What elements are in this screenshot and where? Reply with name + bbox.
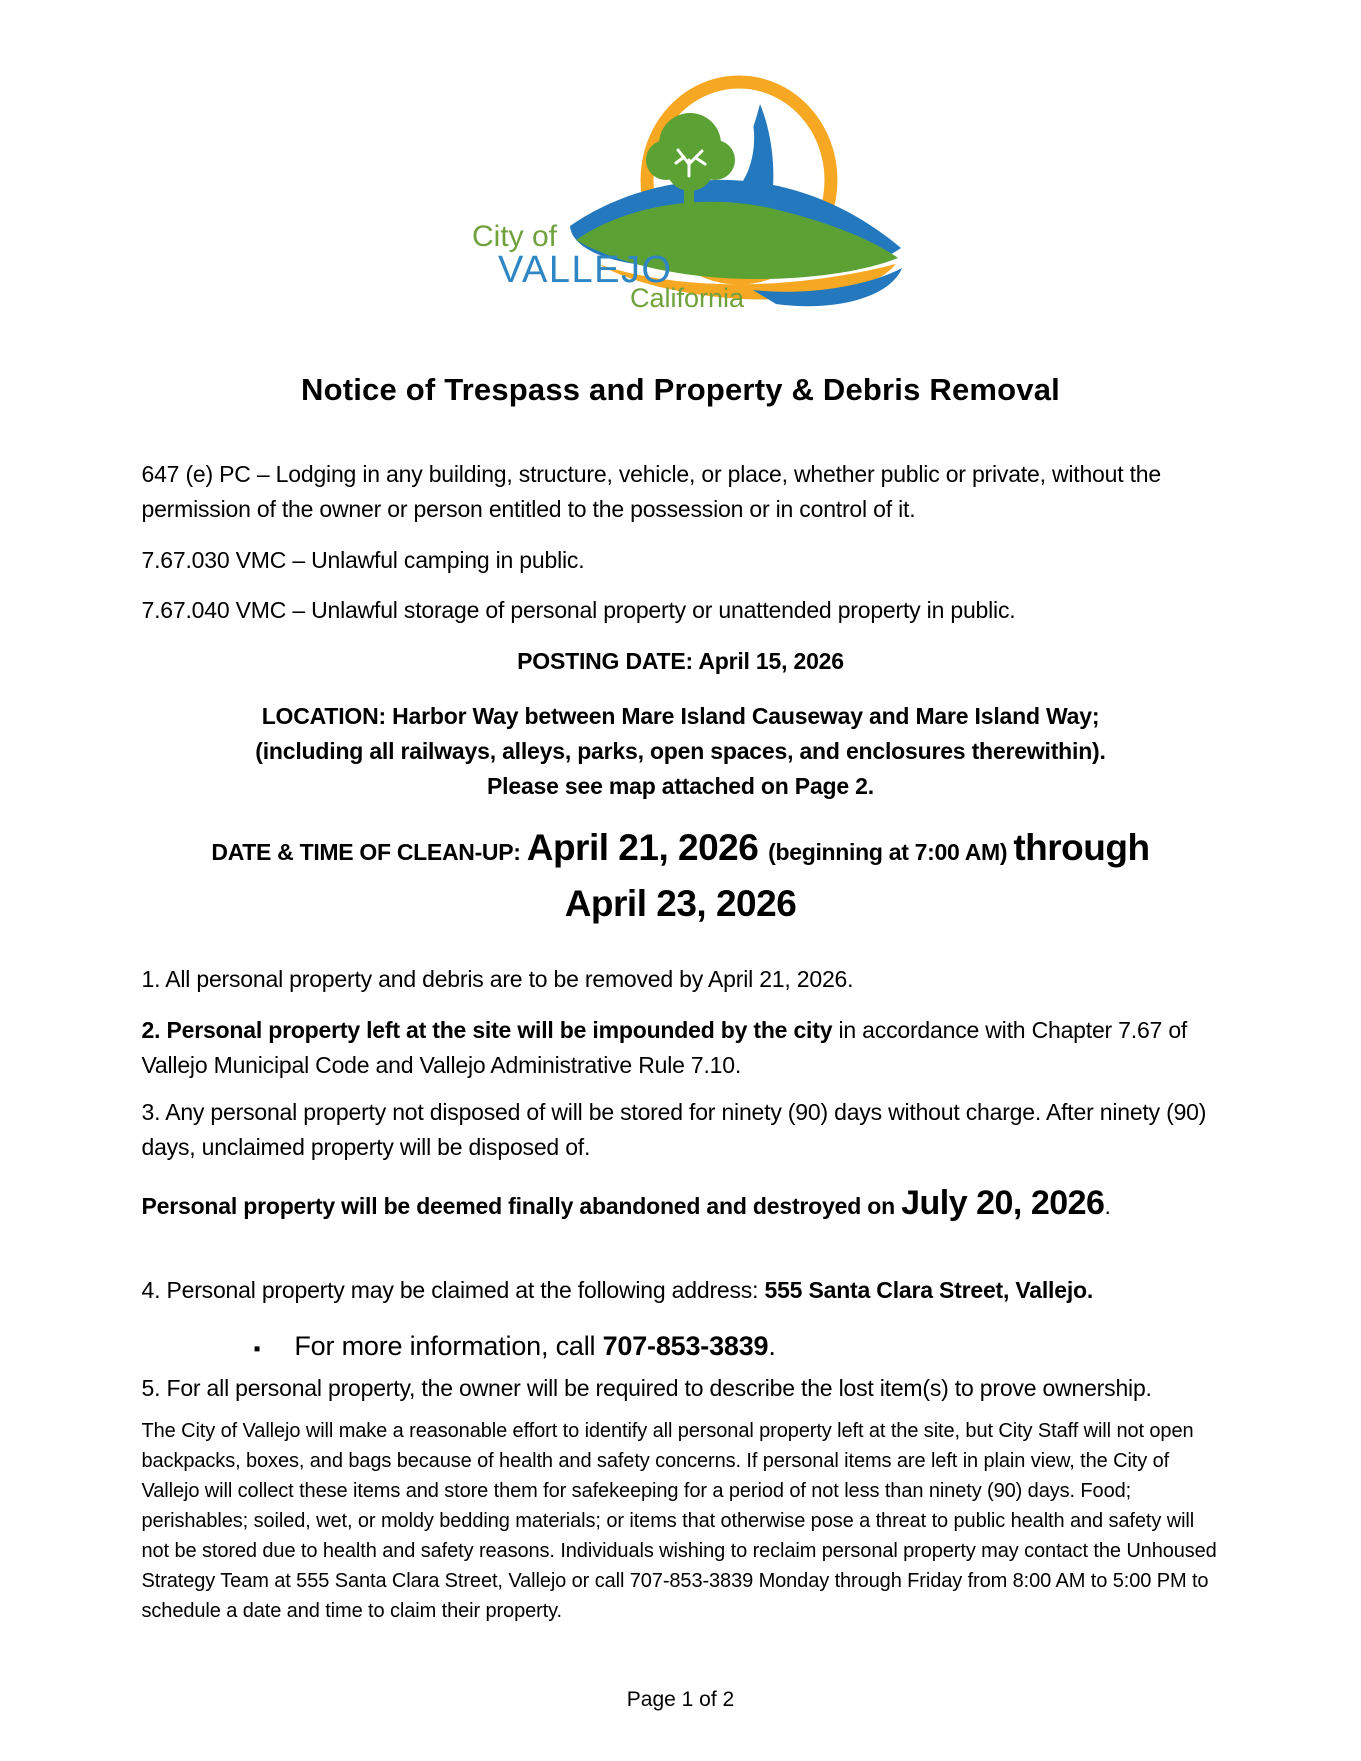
list-item-2-bold: 2. Personal property left at the site will be impounded by the city bbox=[141, 1016, 833, 1043]
cleanup-heading-line-1 bbox=[142, 824, 1220, 880]
cleanup-heading bbox=[142, 824, 1220, 936]
cleanup-heading-line-2 bbox=[142, 880, 1220, 936]
abandonment-notice bbox=[142, 1181, 1220, 1228]
list-item-4-text: 4. Personal property may be claimed at the following address: bbox=[141, 1276, 765, 1303]
city-of-vallejo-logo-icon bbox=[458, 68, 903, 308]
more-info-text bbox=[294, 1326, 775, 1366]
logo-california-text: California bbox=[630, 283, 745, 308]
cleanup-label: DATE & TIME OF CLEAN-UP: bbox=[211, 838, 527, 865]
location-line-1: LOCATION: Harbor Way between Mare Island Causeway and Mare Island Way; bbox=[261, 702, 1100, 729]
page-title: Notice of Trespass and Property & Debris Removal bbox=[300, 372, 1060, 407]
square-bullet-icon: ▪ bbox=[253, 1337, 261, 1360]
logo-vallejo-text: VALLEJO bbox=[498, 249, 673, 291]
more-info-period: . bbox=[768, 1330, 776, 1361]
code-citation-vmc-040: 7.67.040 VMC – Unlawful storage of personal property or unattended property in public. bbox=[141, 596, 1016, 623]
list-item-3: 3. Any personal property not disposed of will be stored for ninety (90) days without charge. After ninety (90) days, unclaimed property will be disposed of. bbox=[141, 1098, 1207, 1160]
claim-address: 555 Santa Clara Street, Vallejo. bbox=[764, 1276, 1094, 1303]
page-footer: Page 1 of 2 bbox=[626, 1687, 735, 1711]
code-citation-vmc-030: 7.67.030 VMC – Unlawful camping in public. bbox=[141, 546, 585, 573]
more-info-call-text: For more information, call bbox=[294, 1330, 603, 1361]
list-item-1: 1. All personal property and debris are to be removed by April 21, 2026. bbox=[141, 965, 854, 992]
phone-number: 707-853-3839 bbox=[602, 1330, 769, 1361]
cleanup-time-note: (beginning at 7:00 AM) bbox=[768, 838, 1014, 865]
location-block bbox=[142, 699, 1220, 804]
list-item-2 bbox=[142, 1013, 1220, 1083]
list-item-2-rest: in accordance with Chapter 7.67 of Vallejo Municipal Code and Vallejo Administrative Rule 7.10. bbox=[141, 1016, 1188, 1078]
vallejo-logo bbox=[458, 68, 903, 313]
code-citation-647-pc: 647 (e) PC – Lodging in any building, structure, vehicle, or place, whether public or private, without the permission of the owner or person entitled to the possession or in control of it. bbox=[141, 460, 1161, 522]
location-line-2: (including all railways, alleys, parks, open spaces, and enclosures therewithin). bbox=[255, 737, 1106, 764]
abandonment-text: Personal property will be deemed finally abandoned and destroyed on bbox=[141, 1192, 902, 1219]
cleanup-start-date: April 21, 2026 bbox=[526, 826, 769, 868]
list-item-5: 5. For all personal property, the owner will be required to describe the lost item(s) to prove ownership. bbox=[141, 1374, 1152, 1401]
posting-date: POSTING DATE: April 15, 2026 bbox=[517, 647, 844, 674]
abandonment-period: . bbox=[1104, 1192, 1111, 1219]
list-item-4 bbox=[142, 1273, 1220, 1308]
logo-city-of-text: City of bbox=[472, 220, 558, 253]
cleanup-end-date: April 23, 2026 bbox=[564, 882, 797, 924]
cleanup-through: through bbox=[1013, 826, 1150, 868]
abandonment-date: July 20, 2026 bbox=[901, 1183, 1105, 1222]
more-info-bullet bbox=[142, 1326, 1220, 1369]
fine-print-paragraph: The City of Vallejo will make a reasonable effort to identify all personal property left at the site, but City Staff will not open backpacks, boxes, and bags because of health and safety concerns. If personal items are left in plain view, the City of Vallejo will collect these items and store them for safekeeping for a period of not less than ninety (90) days. Food; perishables; soiled, wet, or moldy bedding materials; or items that otherwise pose a threat to public health and safety will not be stored due to health and safety reasons. Individuals wishing to reclaim personal property may contact the Unhoused Strategy Team at 555 Santa Clara Street, Vallejo or call 707-853-3839 Monday through Friday from 8:00 AM to 5:00 PM to schedule a date and time to claim their property. bbox=[141, 1419, 1217, 1622]
location-line-3: Please see map attached on Page 2. bbox=[487, 772, 874, 799]
